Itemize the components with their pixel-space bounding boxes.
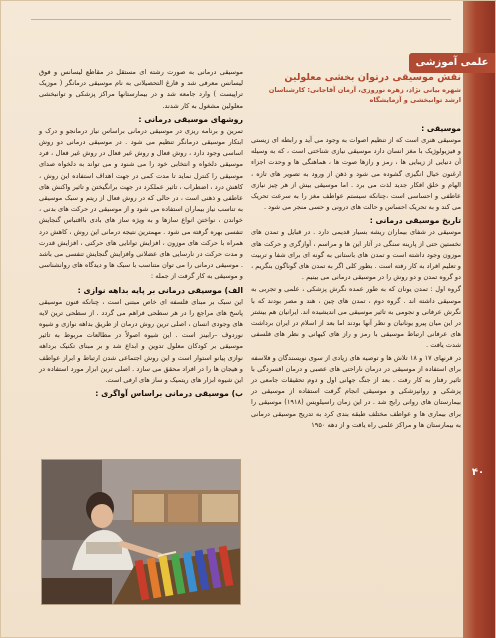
paragraph: این سبک بر مبنای فلسفه ای خاص مبتنی است ، چنانکه فنون موسیقی پاسخ های مراجع را در هر سطحی فراهم می گردد . از سطحی ترین لایه های وجودی انسان ، اصلی ترین روش درمان از طریق بداهه نوازی و شیوه نوردوف –رابینز است . این شیوه اصولاً در مطالعات مربوط به تاثیر موسیقی بر کودکان معلول تدوین و ابداع شد و بر مبنای تکنیک برداهه نوازی پیانو استوار است و این روش اجتماعی شدن ارتباط و ابراز عواطف و هیجان ها را در افراد محقق می سازد . اصلی ترین ابزار مورد استفاده در این شیوه ابزار های ریتمیک و ساز های ارفی است.: [39, 297, 243, 385]
right-column: [251, 67, 461, 432]
right-column-text: [251, 123, 461, 431]
section-heading: الف) موسیقی درمانی بر پایه بداهه نوازی :: [77, 285, 243, 295]
section-heading: تاریخ موسیقی درمانی :: [369, 216, 461, 226]
top-divider: [31, 19, 451, 20]
paragraph: موسیقی در شفای بیماران ریشه بسیار قدیمی دارد . در قبایل و تمدن های نخستین حتی از پارینه سنگی در آثار این ها و مراسم ، آوازگری و حرکت های موزون وجود داشته است و تمدن های باستانی به گونه ای برای شفا و تربیت و تعلیم افراد به کار رفته است . بطور کلی اگر به تمدن های گوناگون بنگریم ، دو گروه تمدن و دو روش را در موسیقی درمانی می بینیم .: [251, 228, 461, 282]
section-heading: ب) موسیقی درمانی براساس آواگری :: [95, 389, 243, 399]
side-color-band: [463, 1, 495, 638]
paragraph: موسیقی هنری است که از تنظیم اصوات به وجود می آید و رابطه ای زیستی و فیزیولوژیک با مغز انسان دارد موسیقی نیازی شناختی است ، که به وسیله آن دنیایی از زیبایی ها ، رمز و رازها صوت ها ، هماهنگی ها و وحدت اجزاء ارغنون خیال انگیزی گشوده می شود و ذهن از ورود به تصویر های تازه ، الهام و خلق افکار جدید لذت می برد . اما موسیقی بیش از هر چیز نیازی عاطفی و احساسی است ،چنانکه سیستم عواطف مغز را به سرعت تحریک می کند و به تحریک احساس و حالت های درونی و حسی منجر می شود .: [251, 136, 461, 212]
paragraph: گروه اول : تمدن یونان که به طور عمده نگرش پزشکی ، علمی و تجربی به موسیقی داشته اند . گروه دوم ، تمدن های چین ، هند و مصر بودند که با نگرش عرفانی و نجومی به تاثیر موسیقی می اندیشیده اند. ایرانیان هم بیشتر در این میان پیرو یونانیان و نظر آنها بودند اما بعد از اسلام در ایران برداشت های عرفانی ارتباط موسیقی با رمز و راز های کیهانی و نظر های فلسفی شدت یافت .: [251, 285, 461, 350]
paragraph: تمرین و برنامه ریزی در موسیقی درمانی براساس نیاز درمانجو و درک و ابتکار موسیقی درمانگر تنظیم می شود . در موسیقی درمانی دو روش اساسی وجود دارد ، روش فعال و روش غیر فعال در روش غیر فعال ، فرد موسیقی دلخواه و انتخابی خود را می شنود و می تواند به دلخواه صدای موسیقی را کنترل نماید تا مدت کمی در جهت اهداف استفاده این روش ، کاهش درد ، اضطراب ، تاثیر عملکرد در جهت برانگیختن و تاثیر واکنش های عاطفی و ذهنی است ، در حالی که در روش فعال از ریتم و سبک موسیقی به تناسب نیاز بیماران استفاده می شود و از موسیقی در حرکت های بدنی ، خواندن ، نواختن انواع سازها و به ویژه ساز های بادی بااقتباس گنجایش تنفسی بهره گرفته می شود . مهمترین نتیجه درمانی این روش ، کاهش درد همراه با حرکت های موزون ، افزایش توانایی های حرکتی ، افزایش قدرت و مدت حرکت در نارسایی های عضلانی وافزایش گنجایش تنفسی می باشد . موسیقی درمانی را می توان متناسب با سبک ها و دیدگاه های روانشناسی و موسیقی به کار گرفت از جمله :: [39, 126, 243, 281]
article-authors: شهره بیانی نژاد، زهره نوروزی، آرمان آقاجانی: کارشناسان ارشد توانبخشی و آزمایشگاه: [268, 86, 461, 104]
left-column: [39, 67, 243, 400]
article-photo: [41, 459, 241, 605]
section-heading: روشهای موسیقی درمانی :: [138, 114, 243, 124]
child-xylophone-image: [42, 460, 241, 605]
left-column-text: [39, 67, 243, 400]
paragraph: در قرنهای ۱۷ و ۱۸ تلاش ها و توصیه های زیادی از سوی نویسندگان و فلاسفه برای استفاده از موسیقی در درمان ناراحتی های عصبی و درمان افسردگی با تاثیر رفتار به کار رفت . بعد از جنگ جهانی اول و دوم تحقیقات جامعی در پزشکی و روانپزشکی و موسیقی انجام گرفت استفاده از موسیقی در بیمارستان های روانی رایج شد . در این زمان راسیلویس (۱۹۱۸) موسیقی را برای بیماری ها و عواطف مختلف طبقه بندی کرد به تدریج موسیقی درمانی به بیمارستان ها و مراکز علمی راه یافت و از دهه ۱۹۵۰: [251, 353, 461, 429]
section-label: علمی آموزشی: [409, 53, 495, 73]
section-heading: موسیقی :: [421, 124, 461, 133]
page-number: ۴۰: [471, 467, 485, 478]
paragraph: موسیقی درمانی به صورت رشته ای مستقل در مقاطع لیسانس و فوق لیسانس معرفی شد و فارغ التحصیلانی به نام موسیقی درمانگر ( موزیک تراپیست ) وارد جامعه شد و در بیمارستانها مراکز پزشکی و توانبخشی معلولین مشغول به کار شدند.: [39, 68, 243, 110]
article-title: نقش موسیقی درتوان بخشی معلولین: [284, 72, 461, 83]
